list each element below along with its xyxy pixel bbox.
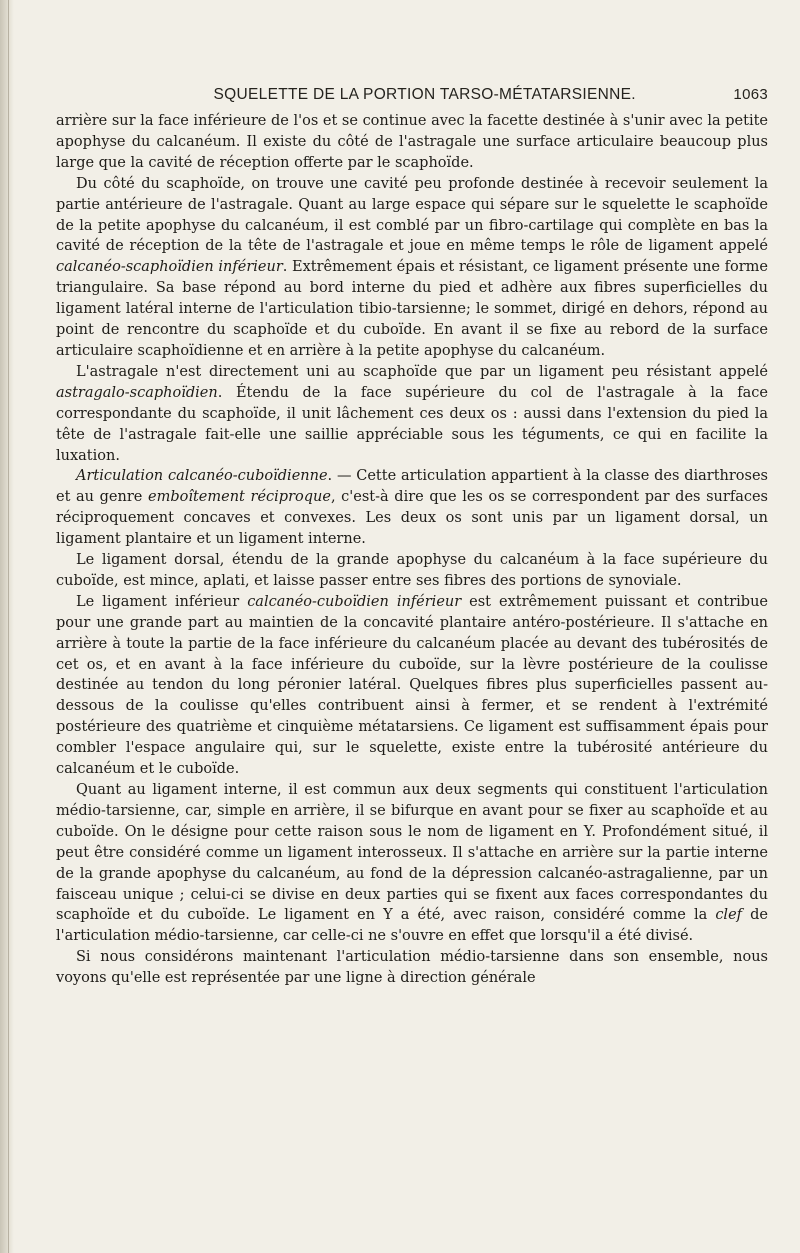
running-header bbox=[56, 86, 768, 104]
paragraph bbox=[56, 592, 768, 780]
italic-term: calcanéo-scaphoïdien inférieur bbox=[56, 259, 283, 276]
text-run: Le ligament inférieur bbox=[76, 593, 248, 610]
text-run: . Étendu de la face supérieure du col de l'astragale à la face correspondante du scaphoïde, il unit lâchement ces deux os : aussi dans l'extension du pied la tête de l'astragale fait-elle une saillie appréciable sous les téguments, ce qui en facilite la luxation. bbox=[56, 384, 768, 464]
paragraph bbox=[56, 111, 768, 174]
text-run: L'astragale n'est directement uni au scaphoïde que par un ligament peu résistant appelé bbox=[76, 363, 768, 380]
paragraph bbox=[56, 780, 768, 947]
paragraph bbox=[56, 466, 768, 550]
text-run: arrière sur la face inférieure de l'os et se continue avec la facette destinée à s'unir avec la petite apophyse du calcanéum. Il existe du côté de l'astragale une surface articulaire beaucoup plus large que la cavité de réception offerte par le scaphoïde. bbox=[56, 113, 768, 171]
italic-term: Articulation calcanéo-cuboïdienne bbox=[76, 468, 328, 485]
text-run: Quant au ligament interne, il est commun aux deux segments qui constituent l'articulation médio-tarsienne, car, simple en arrière, il se bifurque en avant pour se fixer au scaphoïde et au cuboïde. On le désigne pour cette raison sous le nom de ligament en Y. Profondément situé, il peut être considéré comme un ligament interosseux. Il s'attache en arrière sur la partie interne de la grande apophyse du calcanéum, au fond de la dépression calcanéo-astragalienne, par un faisceau unique ; celui-ci se divise en deux parties qui se fixent aux faces correspondantes du scaphoïde et du cuboïde. Le ligament en Y a été, avec raison, considéré comme la bbox=[56, 782, 768, 924]
paragraph bbox=[56, 947, 768, 989]
text-run: Le ligament dorsal, étendu de la grande apophyse du calcanéum à la face supérieure du cuboïde, est mince, aplati, et laisse passer entre ses fibres des portions de synoviale. bbox=[56, 552, 768, 589]
paragraph bbox=[56, 174, 768, 362]
italic-term: astragalo-scaphoïdien bbox=[56, 384, 218, 401]
text-run: . — Cette articulation appartient à la classe des diarthroses et au genre bbox=[56, 468, 768, 506]
text-run: Du côté du scaphoïde, on trouve une cavité peu profonde destinée à recevoir seulement la partie antérieure de l'astragale. Quant au large espace qui sépare sur le squelette le scaphoïde de la petite apophyse du calcanéum, il est comblé par un fibro-cartilage qui complète en bas la cavité de réception de la tête de l'astragale et joue en même temps le rôle de ligament appelé bbox=[56, 175, 768, 255]
text-run: est extrêmement puissant et contribue pour une grande part au maintien de la concavité plantaire antéro-postérieure. Il s'attache en arrière à toute la partie de la face inférieure du calcanéum placée au devant des tubérosités de cet os, et en avant à la face inférieure du cuboïde, sur la lèvre postérieure de la coulisse destinée au tendon du long péronier latéral. Quelques fibres plus superficielles passent au-dessous de la coulisse qu'elles contribuent ainsi à fermer, et se rendent à l'extrémité postérieure des quatrième et cinquième métatarsiens. Ce ligament est suffisamment épais pour combler l'espace angulaire qui, sur le squelette, existe entre la tubérosité antérieure du calcanéum et le cuboïde. bbox=[56, 593, 768, 778]
page-binding-shadow bbox=[0, 0, 14, 1253]
paragraph bbox=[56, 362, 768, 467]
text-run: . Extrêmement épais et résistant, ce ligament présente une forme triangulaire. Sa base répond au bord interne du pied et adhère aux fibres superficielles du ligament latéral interne de l'articulation tibio-tarsienne; le sommet, dirigé en dehors, répond au point de rencontre du scaphoïde et du cuboïde. En avant il se fixe au rebord de la surface articulaire scaphoïdienne et en arrière à la petite apophyse du calcanéum. bbox=[56, 259, 768, 359]
page-number: 1063 bbox=[733, 86, 768, 103]
italic-term: clef bbox=[715, 907, 743, 924]
page-binding-edge bbox=[8, 0, 9, 1253]
paragraph bbox=[56, 550, 768, 592]
text-run: , c'est-à dire que les os se correspondent par des surfaces réciproquement concaves et convexes. Les deux os sont unis par un ligament dorsal, un ligament plantaire et un ligament interne. bbox=[56, 489, 768, 548]
text-run: de l'articulation médio-tarsienne, car celle-ci ne s'ouvre en effet que lorsqu'il a été divisé. bbox=[56, 907, 768, 945]
italic-term: calcanéo-cuboïdien inférieur bbox=[247, 593, 462, 610]
running-title: SQUELETTE DE LA PORTION TARSO-MÉTATARSIENNE. bbox=[213, 86, 636, 103]
body-text bbox=[56, 111, 768, 989]
italic-term: emboîtement réciproque bbox=[148, 489, 331, 506]
text-run: Si nous considérons maintenant l'articulation médio-tarsienne dans son ensemble, nous voyons qu'elle est représentée par une ligne à direction générale bbox=[56, 949, 768, 987]
